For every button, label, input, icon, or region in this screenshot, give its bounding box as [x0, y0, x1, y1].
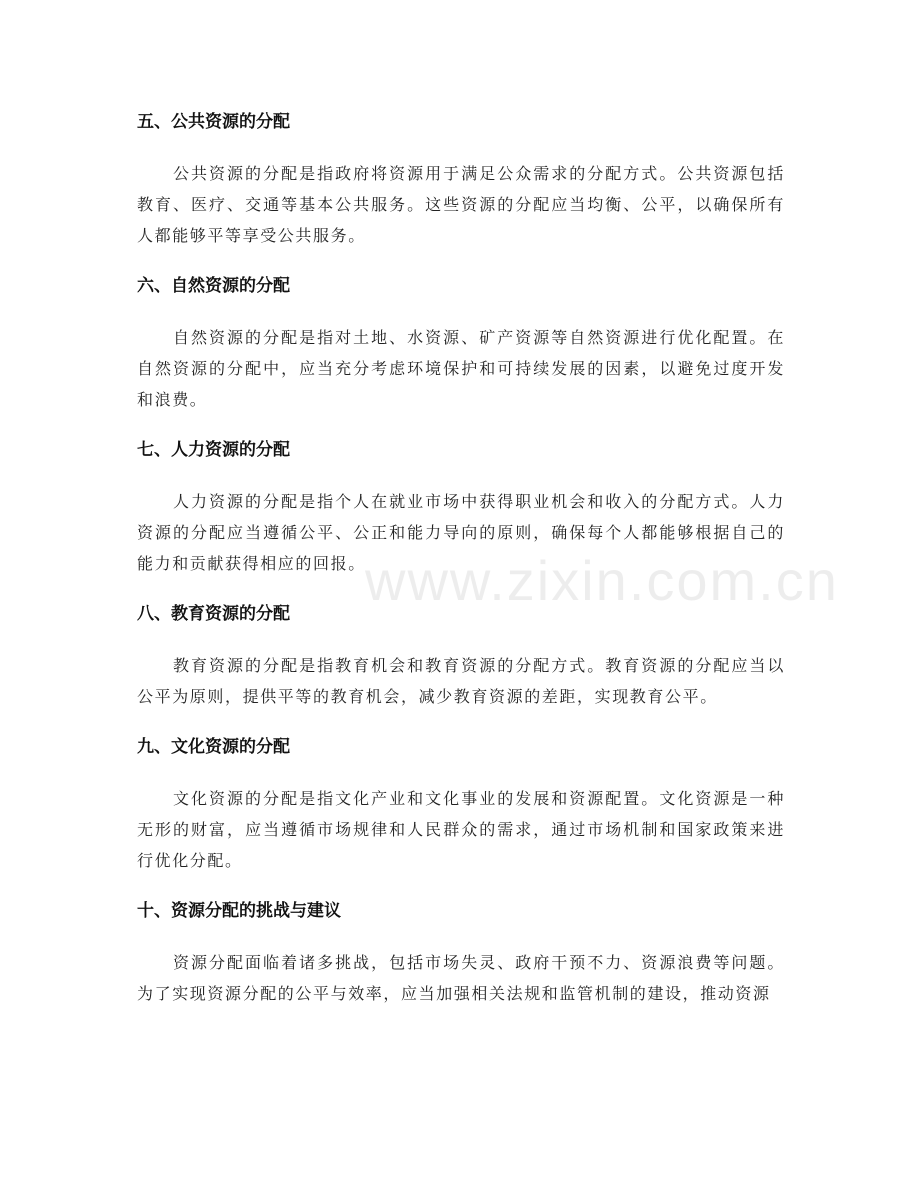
section-heading: 八、教育资源的分配	[137, 604, 290, 624]
section-cultural-resources	[137, 729, 785, 876]
section-education-resources	[137, 596, 785, 712]
section-public-resources	[137, 104, 785, 251]
document-content	[137, 104, 785, 1026]
section-paragraph: 文化资源的分配是指文化产业和文化事业的发展和资源配置。文化资源是一种无形的财富，应当遵循市场规律和人民群众的需求，通过市场机制和国家政策来进行优化分配。	[137, 789, 785, 870]
section-heading: 十、资源分配的挑战与建议	[137, 901, 341, 921]
watermark: www.zixin.com.cn	[365, 549, 839, 612]
section-paragraph: 教育资源的分配是指教育机会和教育资源的分配方式。教育资源的分配应当以公平为原则，提供平等的教育机会，减少教育资源的差距，实现教育公平。	[137, 656, 785, 706]
section-heading: 七、人力资源的分配	[137, 440, 290, 460]
section-challenges-suggestions	[137, 893, 785, 1009]
section-heading: 六、自然资源的分配	[137, 276, 290, 296]
section-human-resources	[137, 432, 785, 579]
section-heading: 五、公共资源的分配	[137, 112, 290, 132]
section-paragraph: 资源分配面临着诸多挑战，包括市场失灵、政府干预不力、资源浪费等问题。为了实现资源分配的公平与效率，应当加强相关法规和监管机制的建设，推动资源	[137, 953, 785, 1003]
section-natural-resources	[137, 268, 785, 415]
section-paragraph: 人力资源的分配是指个人在就业市场中获得职业机会和收入的分配方式。人力资源的分配应当遵循公平、公正和能力导向的原则，确保每个人都能够根据自己的能力和贡献获得相应的回报。	[137, 492, 785, 573]
section-paragraph: 公共资源的分配是指政府将资源用于满足公众需求的分配方式。公共资源包括教育、医疗、交通等基本公共服务。这些资源的分配应当均衡、公平，以确保所有人都能够平等享受公共服务。	[137, 164, 785, 245]
section-heading: 九、文化资源的分配	[137, 737, 290, 757]
section-paragraph: 自然资源的分配是指对土地、水资源、矿产资源等自然资源进行优化配置。在自然资源的分配中，应当充分考虑环境保护和可持续发展的因素，以避免过度开发和浪费。	[137, 328, 785, 409]
